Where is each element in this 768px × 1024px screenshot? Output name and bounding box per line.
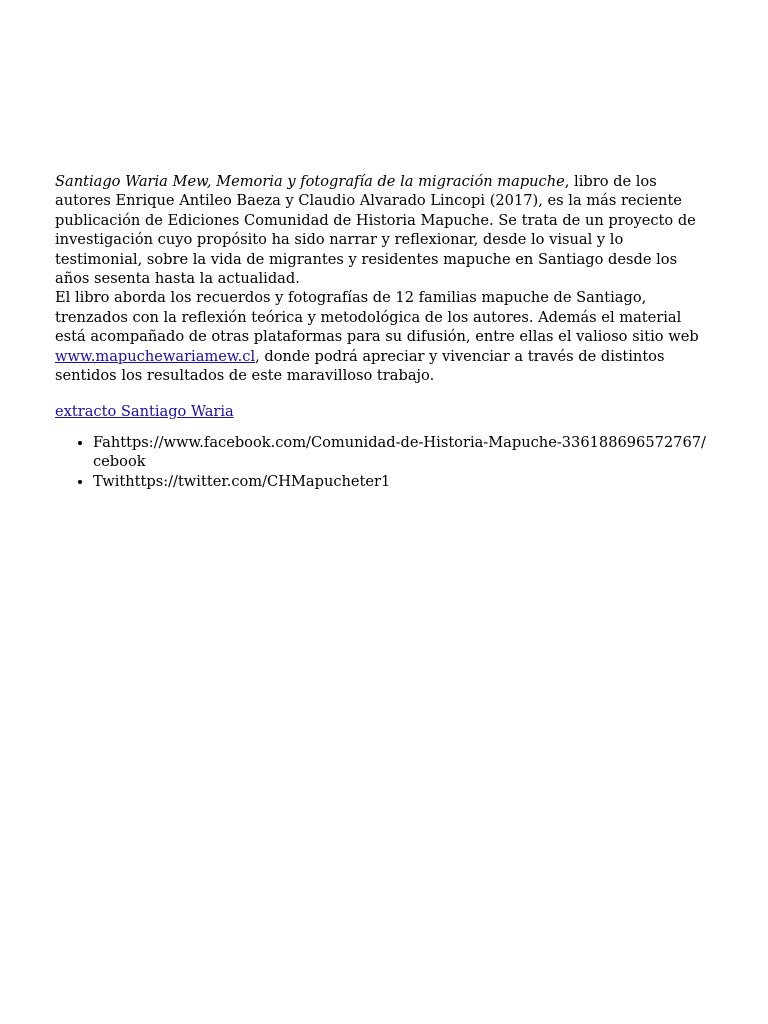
social-links-list bbox=[55, 433, 715, 491]
excerpt-link[interactable]: extracto Santiago Waria bbox=[55, 403, 234, 421]
facebook-share-item[interactable]: • Fahttps://www.facebook.com/Comunidad-de-Historia-Mapuche-336188696572767/cebook bbox=[93, 433, 715, 472]
article-body bbox=[55, 172, 715, 385]
closing-text: , donde podrá apreciar y vivenciar a través de distintos sentidos los resultados de este maravilloso trabajo. bbox=[55, 347, 665, 385]
excerpt-paragraph bbox=[55, 402, 715, 421]
intro-text: , libro de los autores Enrique Antileo Baeza y Claudio Alvarado Lincopi (2017), es la más reciente publicación de Ediciones Comunidad de Historia Mapuche. Se trata de un proyecto de investigación cuyo propósito ha sido narrar y reflexionar, desde lo visual y lo testimonial, sobre la vida de migrantes y residentes mapuche en Santiago desde los años sesenta hasta la actualidad. bbox=[55, 173, 696, 288]
twitter-share-item[interactable]: • Twithttps://twitter.com/CHMapucheter1 bbox=[93, 472, 715, 491]
second-paragraph-text: El libro aborda los recuerdos y fotografías de 12 familias mapuche de Santiago, trenzados con la reflexión teórica y metodológica de los autores. Además el material está acompañado de otras plataformas para su difusión, entre ellas el valioso sitio web bbox=[55, 289, 699, 346]
book-title: Santiago Waria Mew, Memoria y fotografía de la migración mapuche bbox=[55, 173, 565, 190]
website-link[interactable]: www.mapuchewariamew.cl bbox=[55, 347, 256, 365]
article-content bbox=[55, 172, 715, 491]
